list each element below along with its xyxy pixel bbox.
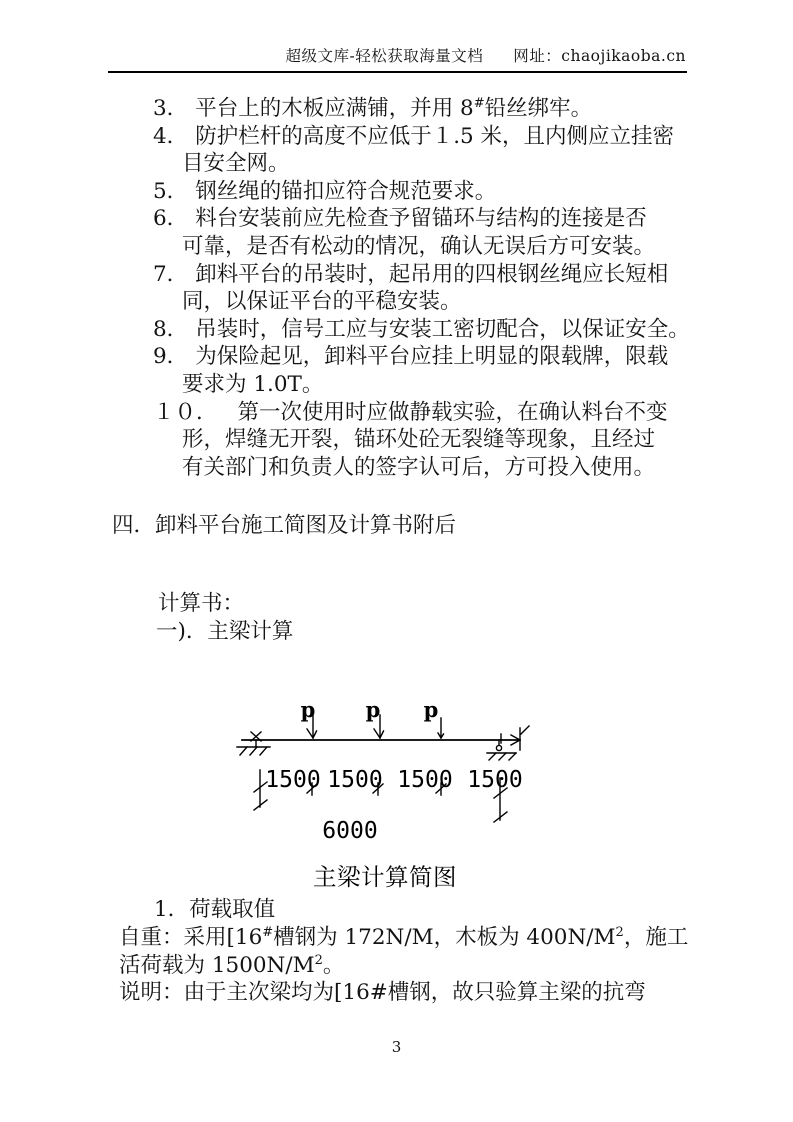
list-item-9 [153, 343, 690, 398]
item-text: 卸料平台的吊装时，起吊用的四根钢丝绳应长短相 [195, 261, 669, 287]
item-text: 要求为 1.0T。 [182, 371, 324, 397]
right-support [487, 734, 516, 760]
list-item-7 [153, 261, 690, 316]
selfweight-line [119, 920, 688, 951]
calc-book-title: 计算书： [158, 591, 245, 616]
liveload-text: 。 [322, 953, 345, 978]
load-label-p2: p [365, 697, 381, 722]
item-text: 第一次使用时应做静载实验，在确认料台不变 [237, 399, 668, 425]
left-support [237, 732, 270, 755]
item-number: 4． [153, 123, 189, 149]
item-text: 目安全网。 [182, 151, 290, 177]
liveload-text: 活荷载为 1500N/M [119, 953, 315, 978]
dim-label-1: 1500 [265, 767, 321, 793]
header-site-url: chaojikaoba.cn [561, 47, 686, 65]
note-line: 说明：由于主次梁均为[16#槽钢，故只验算主梁的抗弯 [119, 980, 646, 1005]
main-beam-diagram [230, 688, 542, 893]
item-number: 8． [153, 316, 189, 342]
item-number: 3． [153, 96, 189, 121]
item-number: 9． [153, 344, 189, 370]
item-text: 铅丝绑牢。 [484, 96, 593, 121]
item-text: 平台上的木板应满铺，并用 8 [195, 96, 474, 121]
selfweight-text: 自重：采用[16 [119, 925, 263, 950]
safety-list [153, 95, 690, 481]
load-label-p3: p [423, 697, 439, 722]
superscript-2: 2 [314, 952, 323, 968]
item-text: 防护栏杆的高度不应低于１.5 米，且内侧应立挂密 [195, 123, 675, 149]
item-number: １０． [153, 399, 218, 425]
section-4-heading: 四．卸料平台施工简图及计算书附后 [112, 513, 457, 538]
item-text: 同，以保证平台的平稳安装。 [182, 289, 462, 315]
item-number: 6． [153, 206, 189, 232]
list-item-3 [153, 95, 690, 123]
item-text: 钢丝绳的锚扣应符合规范要求。 [195, 178, 497, 204]
dim-label-3: 1500 [397, 767, 453, 793]
superscript-hash: # [473, 95, 485, 111]
item-number: 7． [153, 261, 189, 287]
list-item-5 [153, 178, 690, 206]
diagram-caption: 主梁计算简图 [313, 863, 457, 891]
item-text: 料台安装前应先检查予留锚环与结构的连接是否 [195, 206, 647, 232]
selfweight-text: 槽钢为 172N/M，木板为 400N/M [273, 925, 616, 950]
list-item-4 [153, 123, 690, 178]
list-item-10 [153, 399, 690, 482]
item-number: 5． [153, 178, 189, 204]
beam-line [242, 726, 529, 750]
item-text: 可靠，是否有松动的情况，确认无误后方可安装。 [182, 233, 656, 259]
calc-main-beam-subtitle: 一)．主梁计算 [156, 619, 294, 644]
list-item-8 [153, 316, 690, 344]
load-label-p1: p [300, 697, 316, 722]
header-site-label: 网址： [513, 47, 562, 65]
item-text: 为保险起见，卸料平台应挂上明显的限载牌，限载 [195, 344, 669, 370]
dim-label-4: 1500 [467, 767, 523, 793]
superscript-hash: # [262, 924, 274, 940]
superscript-2: 2 [615, 924, 624, 940]
load-section-heading: 1．荷载取值 [154, 897, 276, 922]
item-text: 吊装时，信号工应与安装工密切配合，以保证安全。 [195, 316, 690, 342]
header-rule [108, 71, 687, 73]
list-item-6 [153, 205, 690, 260]
dim-label-2: 1500 [327, 767, 383, 793]
item-text: 有关部门和负责人的签字认可后，方可投入使用。 [182, 454, 656, 480]
page-header [286, 44, 686, 66]
total-span-label: 6000 [322, 818, 378, 844]
selfweight-text: ，施工 [623, 925, 689, 950]
page-number: 3 [391, 1038, 402, 1056]
load-arrow-3 [438, 718, 444, 738]
header-brand: 超级文库-轻松获取海量文档 [285, 47, 484, 65]
item-text: 形，焊缝无开裂，锚环处砼无裂缝等现象，且经过 [182, 427, 656, 453]
